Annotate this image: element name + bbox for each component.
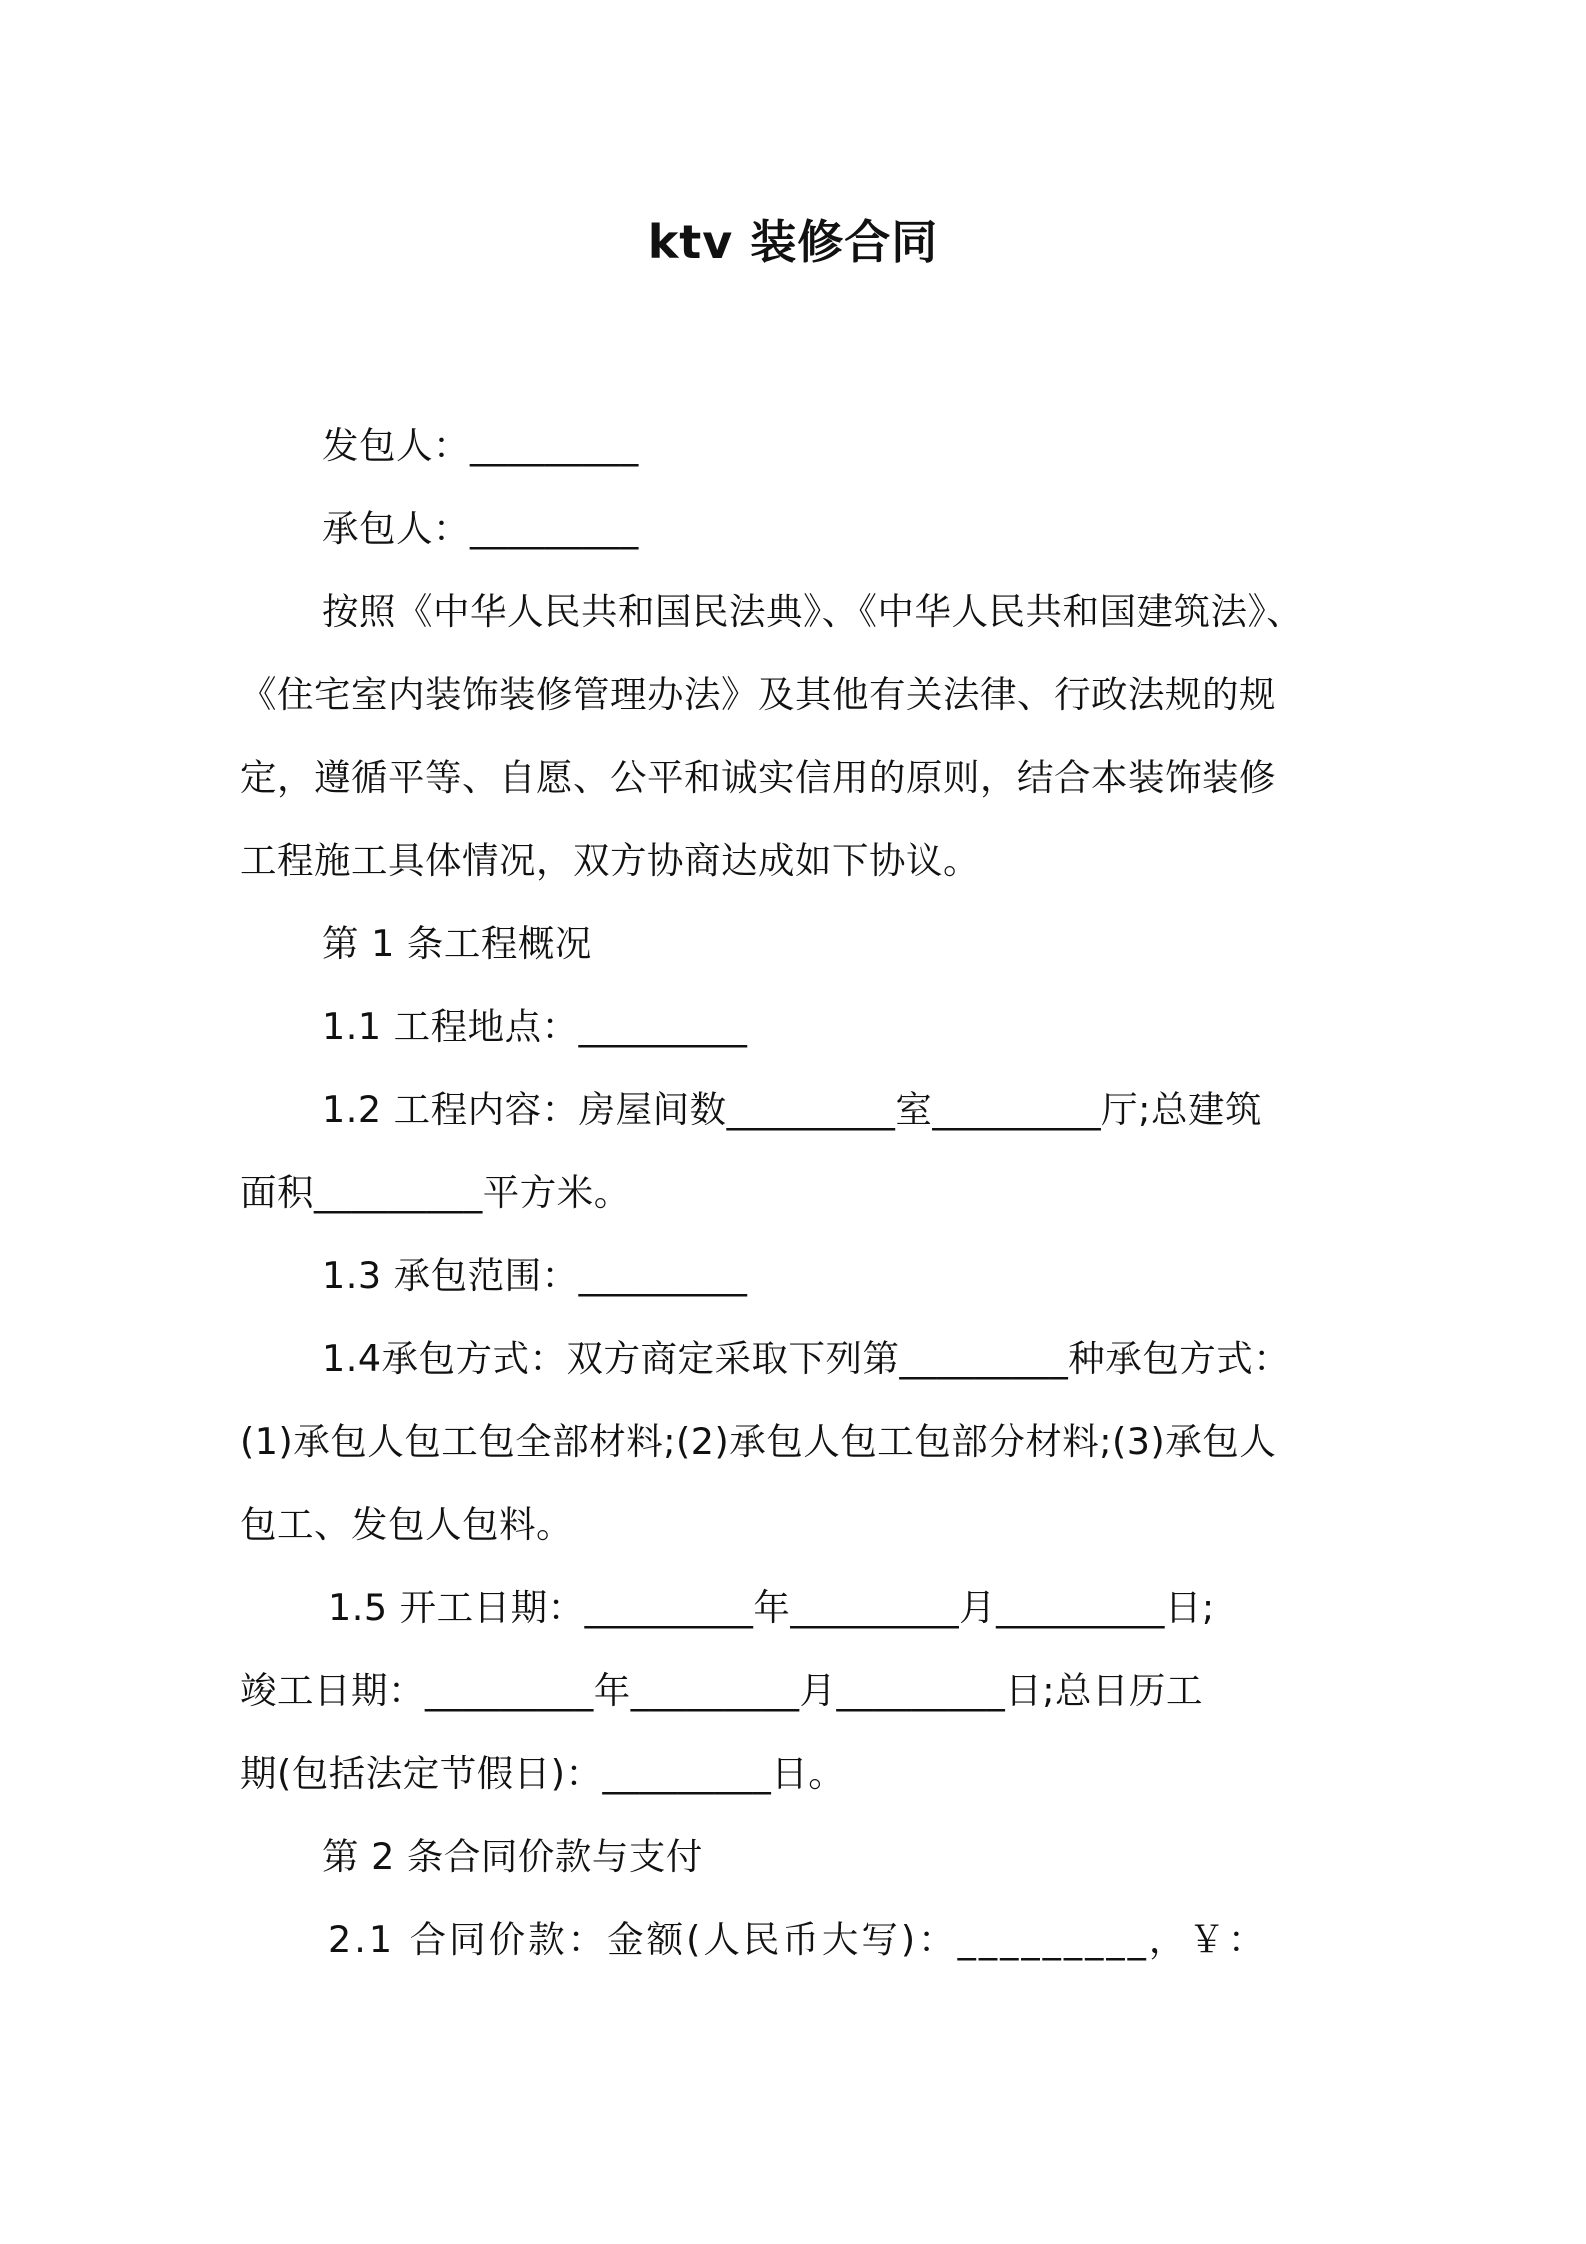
party-b-line: 承包人：_________ [322,507,639,550]
clause-1-5-line-1: 1.5 开工日期：_________年_________月_________日; [328,1586,1215,1629]
clause-1-4-line-1: 1.4承包方式：双方商定采取下列第_________种承包方式： [322,1337,1291,1380]
clause-1-2-line-2: 面积_________平方米。 [240,1171,631,1214]
clause-1-1: 1.1 工程地点：_________ [322,1005,748,1048]
preamble-line-4: 工程施工具体情况，双方协商达成如下协议。 [240,839,980,882]
clause-2-1: 2.1 合同价款：金额(人民币大写)：_________，￥： [328,1918,1268,1961]
article-2-heading: 第 2 条合同价款与支付 [322,1835,703,1878]
preamble-line-1: 按照《中华人民共和国民法典》、《中华人民共和国建筑法》、 [322,590,1304,633]
clause-1-4-line-3: 包工、发包人包料。 [240,1503,573,1546]
document-body [240,404,1360,1981]
preamble-line-2: 《住宅室内装饰装修管理办法》及其他有关法律、行政法规的规 [240,673,1276,716]
clause-1-2-line-1: 1.2 工程内容：房屋间数_________室_________厅;总建筑 [322,1088,1262,1131]
clause-1-3: 1.3 承包范围：_________ [322,1254,748,1297]
clause-1-5-line-2: 竣工日期：_________年_________月_________日;总日历工 [240,1669,1204,1712]
document-title: ktv 装修合同 [647,215,939,269]
preamble-line-3: 定，遵循平等、自愿、公平和诚实信用的原则，结合本装饰装修 [240,756,1276,799]
article-1-heading: 第 1 条工程概况 [322,922,592,965]
party-a-line: 发包人：_________ [322,424,639,467]
clause-1-4-line-2: (1)承包人包工包全部材料;(2)承包人包工包部分材料;(3)承包人 [240,1420,1277,1463]
clause-1-5-line-3: 期(包括法定节假日)：_________日。 [240,1752,846,1795]
